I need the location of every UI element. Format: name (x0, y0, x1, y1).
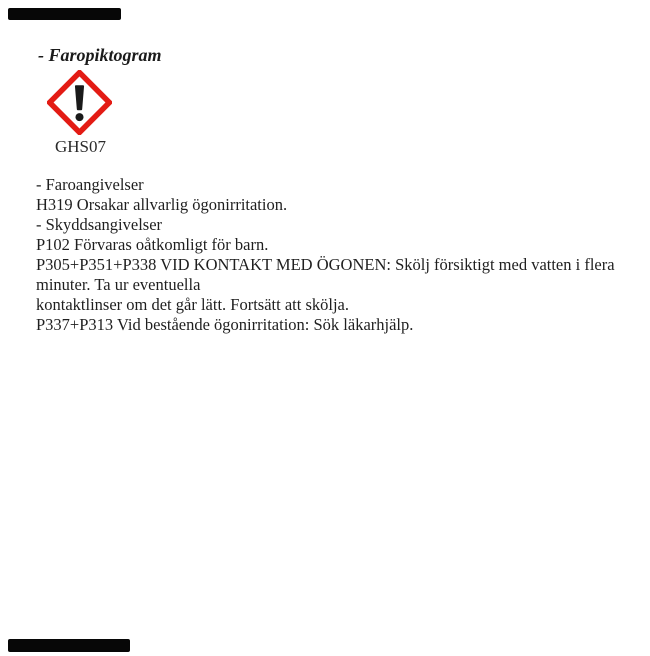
pictogram-code-label: GHS07 (55, 137, 107, 156)
statement-line-p305-part1: P305+P351+P338 VID KONTAKT MED ÖGONEN: Skölj försiktigt med vatten i flera (36, 255, 615, 274)
statement-line-p337: P337+P313 Vid bestående ögonirritation: Sök läkarhjälp. (36, 315, 414, 334)
statement-line-p305-part2: minuter. Ta ur eventuella (36, 275, 201, 294)
statement-line-h319: H319 Orsakar allvarlig ögonirritation. (36, 195, 288, 214)
ghs07-pictogram (47, 70, 112, 135)
ghs07-exclamation-icon (47, 70, 112, 135)
statement-line-skyddsangivelser-heading: - Skyddsangivelser (36, 215, 163, 234)
scan-artifact-bar-top (8, 8, 121, 20)
statement-line-faroangivelser-heading: - Faroangivelser (36, 175, 144, 194)
statement-line-p305-part3: kontaktlinser om det går lätt. Fortsätt att skölja. (36, 295, 349, 314)
statements-block (36, 175, 615, 335)
pictogram-section-heading: - Faropiktogram (38, 45, 162, 65)
statement-line-p102: P102 Förvaras oåtkomligt för barn. (36, 235, 269, 254)
scan-artifact-bar-bottom (8, 639, 130, 652)
